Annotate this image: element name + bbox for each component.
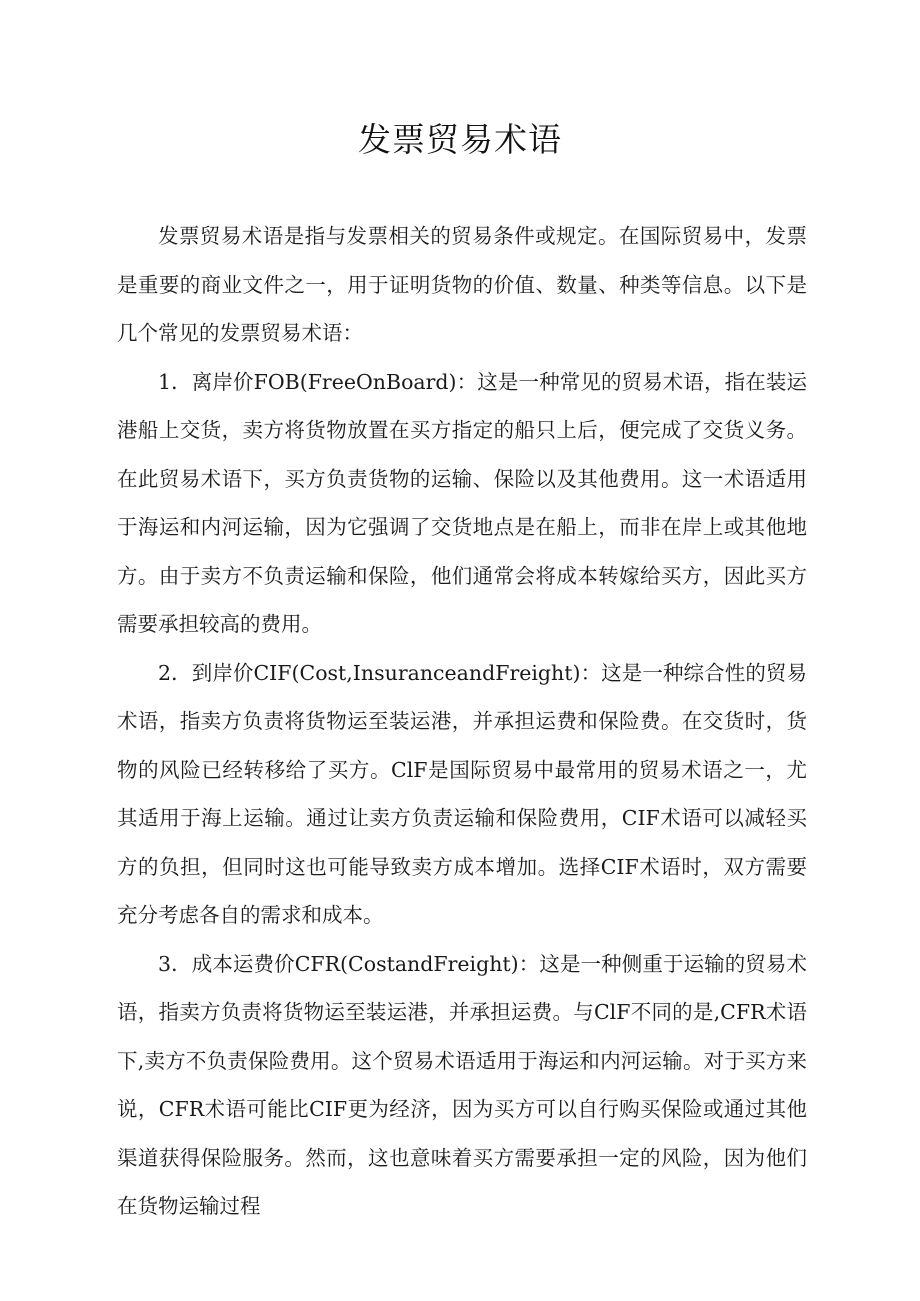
paragraph-fob: 1．离岸价FOB(FreeOnBoard)：这是一种常见的贸易术语，指在装运港船上交货，卖方将货物放置在买方指定的船只上后，便完成了交货义务。在此贸易术语下，买方负责货物的运输、保险以及其他费用。这一术语适用于海运和内河运输，因为它强调了交货地点是在船上，而非在岸上或其他地方。由于卖方不负责运输和保险，他们通常会将成本转嫁给买方，因此买方需要承担较高的费用。 [117, 369, 807, 636]
paragraph-cfr: 3．成本运费价CFR(CostandFreight)：这是一种侧重于运输的贸易术语，指卖方负责将货物运至装运港，并承担运费。与ClF不同的是,CFR术语下,卖方不负责保险费用。这个贸易术语适用于海运和内河运输。对于买方来说，CFR术语可能比CIF更为经济，因为买方可以自行购买保险或通过其他渠道获得保险服务。然而，这也意味着买方需要承担一定的风险，因为他们在货物运输过程 [117, 951, 807, 1218]
document-title: 发票贸易术语 [358, 120, 562, 159]
paragraph-cif: 2．到岸价CIF(Cost,InsuranceandFreight)：这是一种综合性的贸易术语，指卖方负责将货物运至装运港，并承担运费和保险费。在交货时，货物的风险已经转移给了买方。ClF是国际贸易中最常用的贸易术语之一，尤其适用于海上运输。通过让卖方负责运输和保险费用，CIF术语可以减轻买方的负担，但同时这也可能导致卖方成本增加。选择CIF术语时，双方需要充分考虑各自的需求和成本。 [117, 660, 807, 927]
paragraph-intro: 发票贸易术语是指与发票相关的贸易条件或规定。在国际贸易中，发票是重要的商业文件之一，用于证明货物的价值、数量、种类等信息。以下是几个常见的发票贸易术语： [117, 224, 807, 345]
document-body [117, 212, 807, 1231]
